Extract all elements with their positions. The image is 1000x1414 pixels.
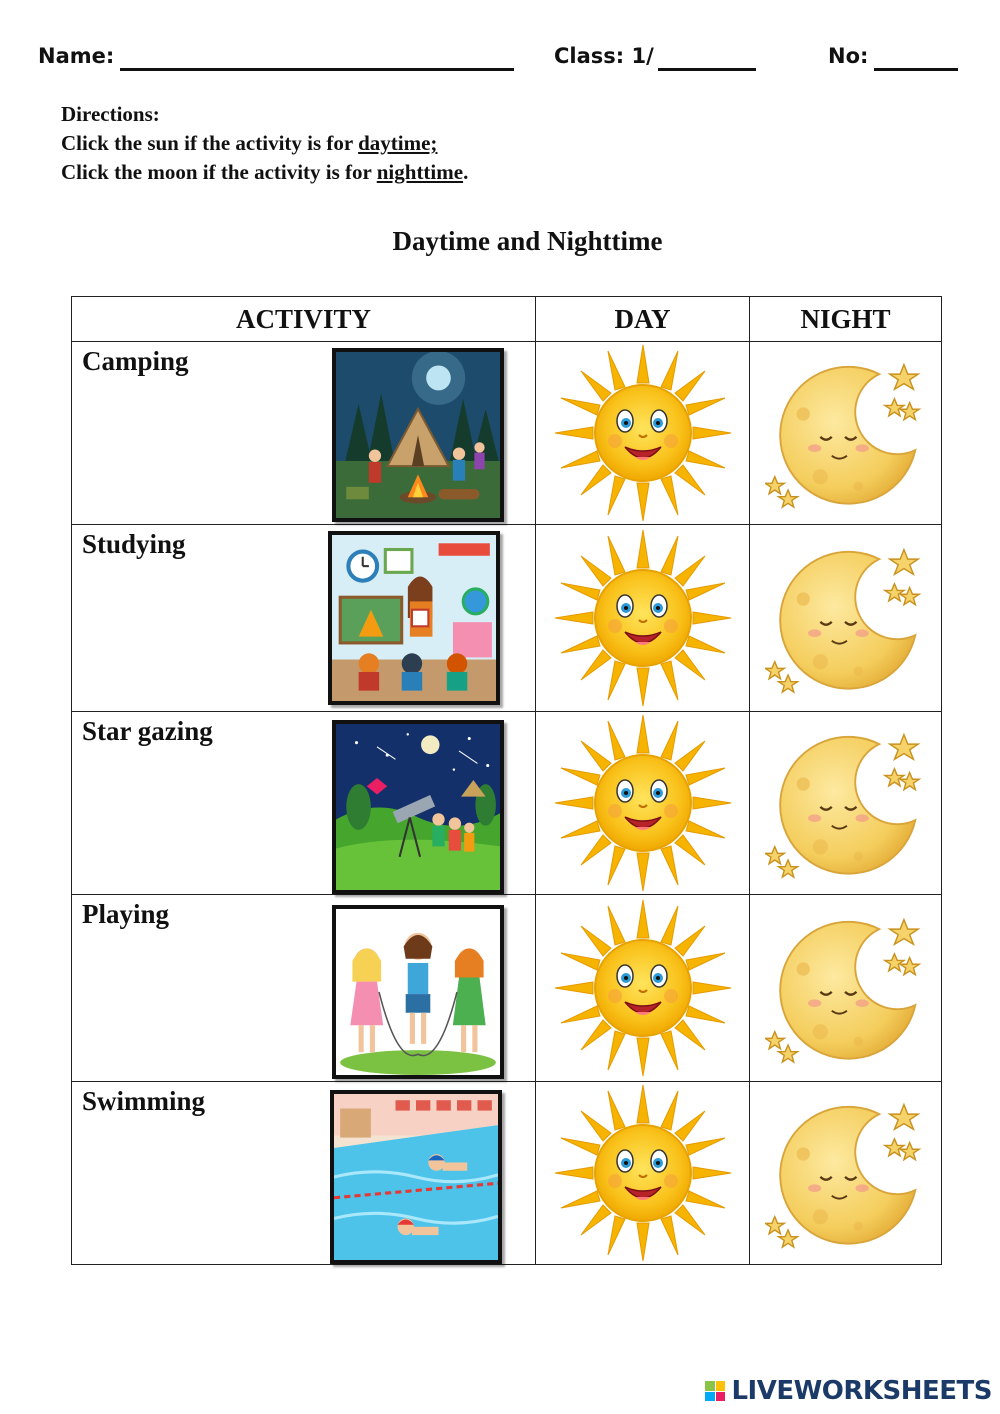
night-cell <box>750 895 942 1082</box>
activity-cell <box>72 1082 536 1265</box>
sun-icon <box>553 713 733 893</box>
night-cell <box>750 525 942 712</box>
activity-name: Camping <box>82 346 189 376</box>
column-header-night: NIGHT <box>750 297 942 342</box>
class-field[interactable] <box>658 68 756 71</box>
brand-text: LIVEWORKSHEETS <box>731 1376 992 1406</box>
night-cell <box>750 1082 942 1265</box>
sun-icon <box>553 528 733 708</box>
day-cell <box>536 712 750 895</box>
column-header-day: DAY <box>536 297 750 342</box>
day-choice[interactable] <box>536 525 749 711</box>
activity-name: Star gazing <box>82 716 213 746</box>
daytime-keyword: daytime; <box>358 131 438 155</box>
nighttime-keyword: nighttime <box>376 160 464 184</box>
day-cell <box>536 342 750 525</box>
sun-icon <box>553 898 733 1078</box>
directions-line-2-text: Click the moon if the activity is for <box>61 160 377 184</box>
night-cell <box>750 342 942 525</box>
number-field[interactable] <box>874 68 958 71</box>
activity-cell <box>72 895 536 1082</box>
night-choice[interactable] <box>750 525 941 711</box>
activity-name: Playing <box>82 899 170 929</box>
directions-line-1 <box>61 129 468 158</box>
liveworksheets-logo-icon <box>705 1381 725 1401</box>
day-cell <box>536 525 750 712</box>
swimming-picture <box>330 1090 502 1264</box>
moon-icon <box>765 1097 927 1249</box>
student-info-header <box>38 40 960 74</box>
number-label: No: <box>828 44 869 68</box>
table-row <box>72 895 942 1082</box>
class-label: Class: 1/ <box>554 44 654 68</box>
liveworksheets-logo <box>705 1376 992 1406</box>
activity-cell <box>72 342 536 525</box>
directions-line-2 <box>61 158 468 187</box>
day-choice[interactable] <box>536 342 749 524</box>
moon-icon <box>765 727 927 879</box>
table-row <box>72 1082 942 1265</box>
activity-cell <box>72 525 536 712</box>
studying-picture <box>328 531 500 705</box>
directions-heading: Directions: <box>61 102 160 126</box>
night-choice[interactable] <box>750 712 941 894</box>
day-cell <box>536 895 750 1082</box>
directions <box>61 100 468 187</box>
star-gazing-picture <box>332 720 504 894</box>
activity-cell <box>72 712 536 895</box>
night-choice[interactable] <box>750 1082 941 1264</box>
column-header-activity: ACTIVITY <box>72 297 536 342</box>
moon-icon <box>765 542 927 694</box>
sun-icon <box>553 1083 733 1263</box>
activity-name: Studying <box>82 529 186 559</box>
worksheet-title: Daytime and Nighttime <box>392 226 663 256</box>
day-choice[interactable] <box>536 712 749 894</box>
table-row <box>72 525 942 712</box>
activity-table <box>71 296 942 1265</box>
name-field[interactable] <box>120 68 514 71</box>
playing-picture <box>332 905 504 1079</box>
day-cell <box>536 1082 750 1265</box>
table-row <box>72 342 942 525</box>
directions-line-1-text: Click the sun if the activity is for <box>61 131 359 155</box>
moon-icon <box>765 357 927 509</box>
name-label: Name: <box>38 44 115 68</box>
day-choice[interactable] <box>536 1082 749 1264</box>
table-row <box>72 712 942 895</box>
moon-icon <box>765 912 927 1064</box>
table-header-row <box>72 297 942 342</box>
day-choice[interactable] <box>536 895 749 1081</box>
night-cell <box>750 712 942 895</box>
activity-name: Swimming <box>82 1086 206 1116</box>
night-choice[interactable] <box>750 342 941 524</box>
directions-period: . <box>463 160 469 184</box>
night-choice[interactable] <box>750 895 941 1081</box>
camping-picture <box>332 348 504 522</box>
sun-icon <box>553 343 733 523</box>
